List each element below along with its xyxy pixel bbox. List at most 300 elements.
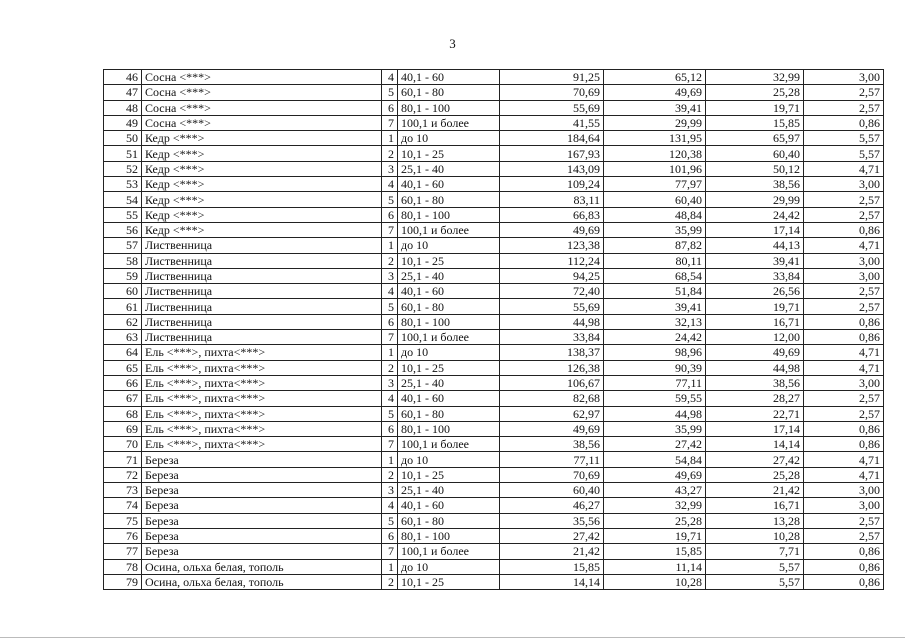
value-cell: 24,42	[706, 207, 804, 222]
value-cell: 62,97	[500, 406, 604, 421]
class-cell: 1	[382, 452, 398, 467]
table-row	[104, 559, 884, 574]
value-cell: 38,56	[706, 375, 804, 390]
value-cell: 27,42	[706, 452, 804, 467]
value-cell: 91,25	[500, 70, 604, 85]
class-cell: 6	[382, 100, 398, 115]
value-cell: 15,85	[500, 559, 604, 574]
value-cell: 35,99	[604, 222, 706, 237]
value-cell: 70,69	[500, 467, 604, 482]
row-number-cell: 65	[104, 360, 142, 375]
class-cell: 5	[382, 299, 398, 314]
species-cell: Лиственница	[142, 253, 382, 268]
diameter-range-cell: 100,1 и более	[398, 330, 500, 345]
species-cell: Лиственница	[142, 238, 382, 253]
value-cell: 60,40	[706, 146, 804, 161]
class-cell: 2	[382, 574, 398, 589]
table-row	[104, 467, 884, 482]
value-cell: 16,71	[706, 314, 804, 329]
value-cell: 35,56	[500, 513, 604, 528]
row-number-cell: 75	[104, 513, 142, 528]
diameter-range-cell: 25,1 - 40	[398, 483, 500, 498]
value-cell: 101,96	[604, 161, 706, 176]
value-cell: 77,11	[500, 452, 604, 467]
value-cell: 83,11	[500, 192, 604, 207]
value-cell: 126,38	[500, 360, 604, 375]
table-row	[104, 284, 884, 299]
value-cell: 29,99	[706, 192, 804, 207]
value-cell: 106,67	[500, 375, 604, 390]
row-number-cell: 48	[104, 100, 142, 115]
species-cell: Лиственница	[142, 268, 382, 283]
diameter-range-cell: 100,1 и более	[398, 222, 500, 237]
diameter-range-cell: до 10	[398, 131, 500, 146]
table-row	[104, 421, 884, 436]
value-cell: 44,98	[604, 406, 706, 421]
value-cell: 19,71	[604, 528, 706, 543]
row-number-cell: 72	[104, 467, 142, 482]
value-cell: 4,71	[804, 161, 884, 176]
species-cell: Береза	[142, 467, 382, 482]
diameter-range-cell: 25,1 - 40	[398, 375, 500, 390]
row-number-cell: 79	[104, 574, 142, 589]
value-cell: 0,86	[804, 544, 884, 559]
species-cell: Осина, ольха белая, тополь	[142, 574, 382, 589]
species-cell: Ель <***>, пихта<***>	[142, 391, 382, 406]
value-cell: 2,57	[804, 299, 884, 314]
value-cell: 2,57	[804, 513, 884, 528]
diameter-range-cell: до 10	[398, 238, 500, 253]
value-cell: 15,85	[706, 115, 804, 130]
value-cell: 27,42	[500, 528, 604, 543]
class-cell: 5	[382, 85, 398, 100]
diameter-range-cell: 80,1 - 100	[398, 528, 500, 543]
value-cell: 4,71	[804, 345, 884, 360]
value-cell: 2,57	[804, 192, 884, 207]
row-number-cell: 67	[104, 391, 142, 406]
diameter-range-cell: 40,1 - 60	[398, 498, 500, 513]
value-cell: 80,11	[604, 253, 706, 268]
value-cell: 50,12	[706, 161, 804, 176]
species-cell: Ель <***>, пихта<***>	[142, 437, 382, 452]
table-body	[104, 70, 884, 590]
species-cell: Лиственница	[142, 330, 382, 345]
value-cell: 2,57	[804, 207, 884, 222]
class-cell: 6	[382, 528, 398, 543]
diameter-range-cell: до 10	[398, 559, 500, 574]
value-cell: 26,56	[706, 284, 804, 299]
class-cell: 2	[382, 467, 398, 482]
class-cell: 3	[382, 161, 398, 176]
value-cell: 5,57	[804, 146, 884, 161]
class-cell: 4	[382, 70, 398, 85]
species-cell: Лиственница	[142, 284, 382, 299]
value-cell: 0,86	[804, 559, 884, 574]
diameter-range-cell: 80,1 - 100	[398, 314, 500, 329]
species-cell: Кедр <***>	[142, 146, 382, 161]
table-row	[104, 177, 884, 192]
table-row	[104, 498, 884, 513]
species-cell: Сосна <***>	[142, 115, 382, 130]
value-cell: 2,57	[804, 391, 884, 406]
diameter-range-cell: 60,1 - 80	[398, 85, 500, 100]
row-number-cell: 69	[104, 421, 142, 436]
value-cell: 131,95	[604, 131, 706, 146]
class-cell: 5	[382, 406, 398, 421]
rates-table	[103, 69, 884, 590]
value-cell: 4,71	[804, 467, 884, 482]
species-cell: Сосна <***>	[142, 100, 382, 115]
diameter-range-cell: 100,1 и более	[398, 437, 500, 452]
row-number-cell: 77	[104, 544, 142, 559]
table-row	[104, 85, 884, 100]
class-cell: 3	[382, 375, 398, 390]
value-cell: 17,14	[706, 421, 804, 436]
table-row	[104, 161, 884, 176]
diameter-range-cell: 80,1 - 100	[398, 421, 500, 436]
table-row	[104, 437, 884, 452]
value-cell: 49,69	[500, 421, 604, 436]
class-cell: 6	[382, 314, 398, 329]
value-cell: 39,41	[706, 253, 804, 268]
row-number-cell: 58	[104, 253, 142, 268]
species-cell: Лиственница	[142, 299, 382, 314]
value-cell: 15,85	[604, 544, 706, 559]
diameter-range-cell: 40,1 - 60	[398, 177, 500, 192]
table-row	[104, 207, 884, 222]
class-cell: 1	[382, 131, 398, 146]
value-cell: 11,14	[604, 559, 706, 574]
species-cell: Береза	[142, 544, 382, 559]
value-cell: 39,41	[604, 100, 706, 115]
row-number-cell: 54	[104, 192, 142, 207]
diameter-range-cell: 60,1 - 80	[398, 299, 500, 314]
species-cell: Береза	[142, 513, 382, 528]
diameter-range-cell: 10,1 - 25	[398, 253, 500, 268]
value-cell: 60,40	[604, 192, 706, 207]
table-row	[104, 314, 884, 329]
class-cell: 7	[382, 222, 398, 237]
row-number-cell: 59	[104, 268, 142, 283]
value-cell: 0,86	[804, 421, 884, 436]
value-cell: 44,98	[706, 360, 804, 375]
value-cell: 65,97	[706, 131, 804, 146]
value-cell: 32,13	[604, 314, 706, 329]
value-cell: 33,84	[500, 330, 604, 345]
value-cell: 98,96	[604, 345, 706, 360]
value-cell: 55,69	[500, 100, 604, 115]
value-cell: 109,24	[500, 177, 604, 192]
table-row	[104, 513, 884, 528]
diameter-range-cell: 40,1 - 60	[398, 391, 500, 406]
species-cell: Береза	[142, 498, 382, 513]
row-number-cell: 49	[104, 115, 142, 130]
species-cell: Лиственница	[142, 314, 382, 329]
value-cell: 72,40	[500, 284, 604, 299]
row-number-cell: 73	[104, 483, 142, 498]
row-number-cell: 51	[104, 146, 142, 161]
value-cell: 10,28	[706, 528, 804, 543]
species-cell: Ель <***>, пихта<***>	[142, 360, 382, 375]
class-cell: 6	[382, 207, 398, 222]
class-cell: 2	[382, 253, 398, 268]
row-number-cell: 63	[104, 330, 142, 345]
value-cell: 3,00	[804, 498, 884, 513]
class-cell: 7	[382, 544, 398, 559]
species-cell: Сосна <***>	[142, 70, 382, 85]
value-cell: 5,57	[706, 574, 804, 589]
species-cell: Ель <***>, пихта<***>	[142, 406, 382, 421]
class-cell: 2	[382, 146, 398, 161]
table-row	[104, 406, 884, 421]
diameter-range-cell: до 10	[398, 345, 500, 360]
table-row	[104, 345, 884, 360]
species-cell: Кедр <***>	[142, 161, 382, 176]
value-cell: 123,38	[500, 238, 604, 253]
value-cell: 143,09	[500, 161, 604, 176]
value-cell: 14,14	[706, 437, 804, 452]
row-number-cell: 70	[104, 437, 142, 452]
table-row	[104, 115, 884, 130]
row-number-cell: 57	[104, 238, 142, 253]
value-cell: 43,27	[604, 483, 706, 498]
value-cell: 33,84	[706, 268, 804, 283]
class-cell: 3	[382, 483, 398, 498]
species-cell: Кедр <***>	[142, 222, 382, 237]
value-cell: 5,57	[706, 559, 804, 574]
value-cell: 25,28	[706, 85, 804, 100]
species-cell: Кедр <***>	[142, 207, 382, 222]
value-cell: 12,00	[706, 330, 804, 345]
species-cell: Кедр <***>	[142, 192, 382, 207]
row-number-cell: 52	[104, 161, 142, 176]
value-cell: 29,99	[604, 115, 706, 130]
value-cell: 46,27	[500, 498, 604, 513]
class-cell: 7	[382, 115, 398, 130]
class-cell: 7	[382, 437, 398, 452]
table-row	[104, 330, 884, 345]
table-row	[104, 391, 884, 406]
class-cell: 4	[382, 498, 398, 513]
diameter-range-cell: 60,1 - 80	[398, 192, 500, 207]
value-cell: 49,69	[604, 467, 706, 482]
diameter-range-cell: 10,1 - 25	[398, 574, 500, 589]
class-cell: 4	[382, 177, 398, 192]
row-number-cell: 71	[104, 452, 142, 467]
row-number-cell: 76	[104, 528, 142, 543]
table-row	[104, 131, 884, 146]
value-cell: 82,68	[500, 391, 604, 406]
value-cell: 14,14	[500, 574, 604, 589]
value-cell: 54,84	[604, 452, 706, 467]
value-cell: 51,84	[604, 284, 706, 299]
row-number-cell: 74	[104, 498, 142, 513]
class-cell: 2	[382, 360, 398, 375]
value-cell: 27,42	[604, 437, 706, 452]
table-row	[104, 100, 884, 115]
value-cell: 167,93	[500, 146, 604, 161]
class-cell: 5	[382, 192, 398, 207]
value-cell: 2,57	[804, 406, 884, 421]
value-cell: 0,86	[804, 437, 884, 452]
table-row	[104, 360, 884, 375]
species-cell: Ель <***>, пихта<***>	[142, 345, 382, 360]
diameter-range-cell: 40,1 - 60	[398, 284, 500, 299]
value-cell: 65,12	[604, 70, 706, 85]
value-cell: 10,28	[604, 574, 706, 589]
value-cell: 59,55	[604, 391, 706, 406]
species-cell: Кедр <***>	[142, 131, 382, 146]
value-cell: 32,99	[706, 70, 804, 85]
row-number-cell: 78	[104, 559, 142, 574]
table-row	[104, 222, 884, 237]
value-cell: 49,69	[604, 85, 706, 100]
scan-edge-line	[0, 637, 905, 638]
table-row	[104, 375, 884, 390]
diameter-range-cell: 10,1 - 25	[398, 146, 500, 161]
diameter-range-cell: 60,1 - 80	[398, 513, 500, 528]
species-cell: Ель <***>, пихта<***>	[142, 375, 382, 390]
value-cell: 5,57	[804, 131, 884, 146]
value-cell: 3,00	[804, 483, 884, 498]
value-cell: 38,56	[500, 437, 604, 452]
value-cell: 0,86	[804, 115, 884, 130]
diameter-range-cell: 10,1 - 25	[398, 360, 500, 375]
row-number-cell: 64	[104, 345, 142, 360]
value-cell: 70,69	[500, 85, 604, 100]
value-cell: 3,00	[804, 375, 884, 390]
value-cell: 49,69	[500, 222, 604, 237]
value-cell: 28,27	[706, 391, 804, 406]
value-cell: 24,42	[604, 330, 706, 345]
diameter-range-cell: 40,1 - 60	[398, 70, 500, 85]
value-cell: 2,57	[804, 100, 884, 115]
value-cell: 21,42	[500, 544, 604, 559]
row-number-cell: 60	[104, 284, 142, 299]
diameter-range-cell: 25,1 - 40	[398, 161, 500, 176]
class-cell: 6	[382, 421, 398, 436]
table-row	[104, 452, 884, 467]
value-cell: 2,57	[804, 85, 884, 100]
value-cell: 44,13	[706, 238, 804, 253]
diameter-range-cell: 80,1 - 100	[398, 100, 500, 115]
species-cell: Осина, ольха белая, тополь	[142, 559, 382, 574]
value-cell: 138,37	[500, 345, 604, 360]
diameter-range-cell: 60,1 - 80	[398, 406, 500, 421]
row-number-cell: 53	[104, 177, 142, 192]
class-cell: 1	[382, 559, 398, 574]
value-cell: 66,83	[500, 207, 604, 222]
table-row	[104, 146, 884, 161]
value-cell: 41,55	[500, 115, 604, 130]
value-cell: 77,11	[604, 375, 706, 390]
row-number-cell: 50	[104, 131, 142, 146]
value-cell: 16,71	[706, 498, 804, 513]
value-cell: 112,24	[500, 253, 604, 268]
species-cell: Береза	[142, 528, 382, 543]
row-number-cell: 61	[104, 299, 142, 314]
diameter-range-cell: 25,1 - 40	[398, 268, 500, 283]
species-cell: Сосна <***>	[142, 85, 382, 100]
table-row	[104, 483, 884, 498]
row-number-cell: 66	[104, 375, 142, 390]
table-row	[104, 238, 884, 253]
value-cell: 38,56	[706, 177, 804, 192]
value-cell: 13,28	[706, 513, 804, 528]
value-cell: 0,86	[804, 222, 884, 237]
diameter-range-cell: 80,1 - 100	[398, 207, 500, 222]
row-number-cell: 56	[104, 222, 142, 237]
diameter-range-cell: 100,1 и более	[398, 544, 500, 559]
table-row	[104, 299, 884, 314]
class-cell: 3	[382, 268, 398, 283]
value-cell: 49,69	[706, 345, 804, 360]
row-number-cell: 68	[104, 406, 142, 421]
class-cell: 1	[382, 238, 398, 253]
value-cell: 90,39	[604, 360, 706, 375]
value-cell: 21,42	[706, 483, 804, 498]
value-cell: 4,71	[804, 360, 884, 375]
value-cell: 68,54	[604, 268, 706, 283]
species-cell: Кедр <***>	[142, 177, 382, 192]
value-cell: 0,86	[804, 574, 884, 589]
value-cell: 184,64	[500, 131, 604, 146]
diameter-range-cell: 100,1 и более	[398, 115, 500, 130]
diameter-range-cell: до 10	[398, 452, 500, 467]
value-cell: 0,86	[804, 330, 884, 345]
value-cell: 2,57	[804, 528, 884, 543]
class-cell: 1	[382, 345, 398, 360]
value-cell: 25,28	[706, 467, 804, 482]
table-row	[104, 192, 884, 207]
class-cell: 4	[382, 391, 398, 406]
value-cell: 4,71	[804, 452, 884, 467]
species-cell: Береза	[142, 483, 382, 498]
species-cell: Береза	[142, 452, 382, 467]
value-cell: 77,97	[604, 177, 706, 192]
table-row	[104, 268, 884, 283]
value-cell: 55,69	[500, 299, 604, 314]
value-cell: 32,99	[604, 498, 706, 513]
table-row	[104, 70, 884, 85]
species-cell: Ель <***>, пихта<***>	[142, 421, 382, 436]
value-cell: 19,71	[706, 299, 804, 314]
value-cell: 35,99	[604, 421, 706, 436]
page-number: 3	[449, 36, 456, 51]
value-cell: 3,00	[804, 70, 884, 85]
value-cell: 94,25	[500, 268, 604, 283]
value-cell: 48,84	[604, 207, 706, 222]
value-cell: 4,71	[804, 238, 884, 253]
row-number-cell: 55	[104, 207, 142, 222]
value-cell: 22,71	[706, 406, 804, 421]
value-cell: 3,00	[804, 177, 884, 192]
value-cell: 2,57	[804, 284, 884, 299]
value-cell: 39,41	[604, 299, 706, 314]
value-cell: 44,98	[500, 314, 604, 329]
diameter-range-cell: 10,1 - 25	[398, 467, 500, 482]
row-number-cell: 62	[104, 314, 142, 329]
class-cell: 5	[382, 513, 398, 528]
value-cell: 19,71	[706, 100, 804, 115]
table-row	[104, 253, 884, 268]
row-number-cell: 47	[104, 85, 142, 100]
value-cell: 3,00	[804, 253, 884, 268]
table-row	[104, 574, 884, 589]
class-cell: 4	[382, 284, 398, 299]
class-cell: 7	[382, 330, 398, 345]
row-number-cell: 46	[104, 70, 142, 85]
